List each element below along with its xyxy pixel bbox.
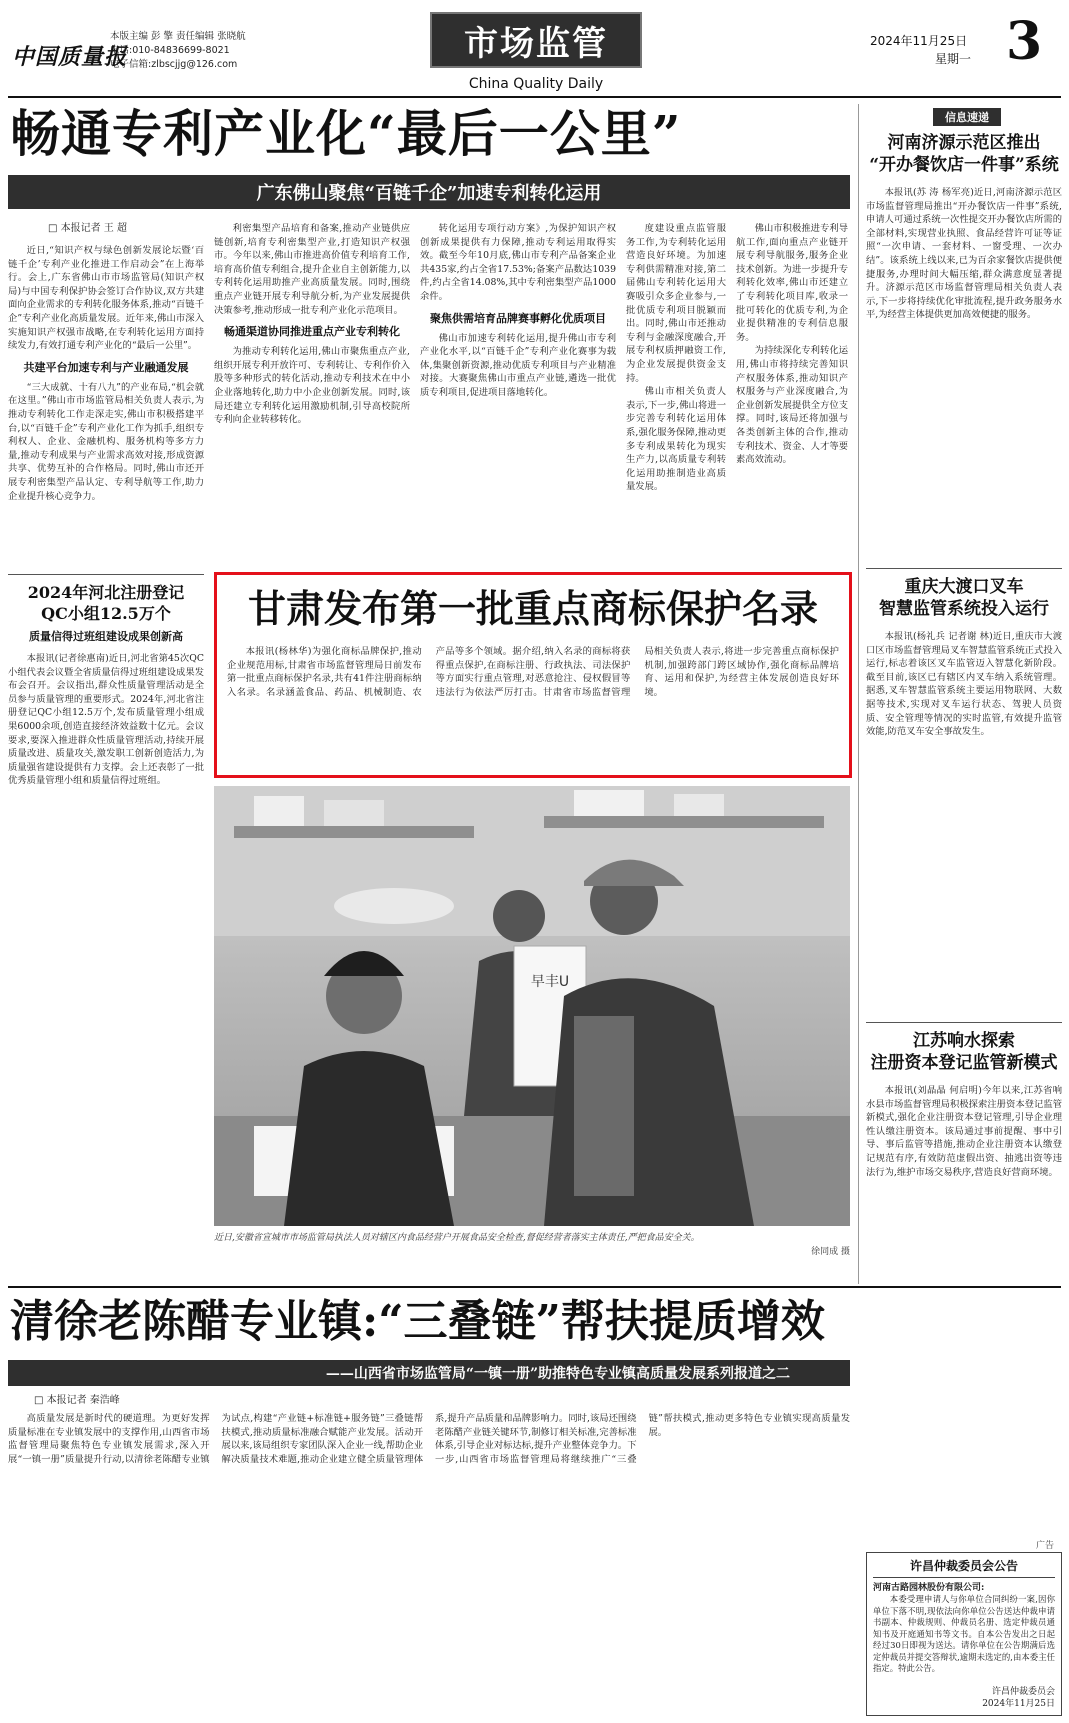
brief-header: 信息速递	[933, 108, 1001, 126]
lead-col-3	[420, 222, 616, 567]
staff-info	[110, 30, 246, 72]
photo-caption-text: 近日,安徽省宣城市市场监管局执法人员对辖区内食品经营户开展食品安全检查,督促经营者落实主体责任,严把食品安全关。	[214, 1233, 700, 1243]
lead-col-4b-text: 佛山市相关负责人表示,下一步,佛山将进一步完善专利转化运用体系,强化服务保障,推动更多专利成果转化为现实生产力,以高质量专利转化运用助推制造业高质量发展。	[626, 386, 726, 493]
lead-col-3-text: 转化运用专项行动方案》,为保护知识产权创新成果提供有力保障,推动专利运用取得实效。截至今年10月底,佛山市专利产品备案企业共435家,约占全省17.53%;备案产品数达1039件,约占全省14.08%,其中专利密集型产品1000余件。	[420, 223, 616, 302]
paper-logo: 中国质量报	[12, 44, 128, 70]
notice-recipient: 河南古路园林股份有限公司:	[873, 1583, 985, 1593]
brief-divider	[866, 568, 1062, 569]
notice-title: 许昌仲裁委员会公告	[873, 1557, 1055, 1578]
bottom-story-text: 高质量发展是新时代的硬道理。为更好发挥质量标准在专业镇发展中的支撑作用,山西省市场监督管理局聚焦特色专业镇发展需求,深入开展“一镇一册”质量提升行动,以清徐老陈醋专业镇为试点,构建“产业链+标准链+服务链”三叠链帮扶模式,推动质量标准融合赋能产业发展。活动开展以来,该局组织专家团队深入企业一线,帮助企业解决质量技术难题,推动企业建立健全质量管理体系,提升产品质量和品牌影响力。同时,该局还围绕老陈醋产业链关键环节,制修订相关标准,完善标准体系,引导企业对标达标,提升产业整体竞争力。下一步,山西省市场监督管理局将继续推广“三叠链”帮扶模式,推动更多特色专业镇实现高质量发展。	[8, 1413, 850, 1465]
section-title: 市场监管	[430, 12, 642, 68]
package-label: 早丰U	[530, 974, 570, 990]
lead-col-5-text: 佛山市积极推进专利导航工作,面向重点产业链开展专利导航服务,服务企业技术创新。为进一步提升专利转化效率,佛山市还建立了专利转化项目库,收录一批可转化的优质专利,为企业提供精准的专利信息服务。	[736, 223, 848, 343]
notice-signature: 许昌仲裁委员会	[991, 1687, 1055, 1697]
brief-3	[866, 1030, 1062, 1489]
lead-headline: 畅通专利产业化“最后一公里”	[10, 104, 682, 163]
brief-1-headline: 河南济源示范区推出 “开办餐饮店一件事”系统	[869, 133, 1059, 175]
lead-col-1-subhead: 共建平台加速专利与产业融通发展	[23, 360, 189, 374]
lead-byline: □ 本报记者 王 超	[48, 223, 127, 234]
featured-text: 本报讯(杨林华)为强化商标品牌保护,推动企业规范用标,甘肃省市场监督管理局日前发布第一批重点商标保护名录,共有41件注册商标纳入名录。名录涵盖食品、药品、机械制造、农产品等多个领域。据介绍,纳入名录的商标将获得重点保护,在商标注册、行政执法、司法保护等方面实行重点管理,对恶意抢注、侵权假冒等违法行为依法严厉打击。甘肃省市场监督管理局相关负责人表示,将进一步完善重点商标保护机制,加强跨部门跨区域协作,强化商标品牌培育、运用和保护,为经营主体发展创造良好环境。	[227, 646, 839, 698]
masthead-rule	[8, 96, 1061, 98]
bottom-byline: □ 本报记者 秦浩峰	[34, 1395, 120, 1406]
left-story-rule	[8, 574, 204, 575]
lead-subheadline-band	[8, 175, 850, 209]
left-story-text: 本报讯(记者徐惠南)近日,河北省第45次QC小组代表会议暨全省质量信得过班组建设成果发布会召开。会议指出,群众性质量管理活动是全员参与质量管理的重要形式。2024年,河北省注册登记QC小组12.5万个,发布质量管理小组成果6000余项,创造直接经济效益数十亿元。会议要求,要深入推进群众性质量管理活动,持续开展质量改进、质量攻关,激发职工创新创造活力,为质量强省建设提供有力支撑。会上还表彰了一批优秀质量管理小组和质量信得过班组。	[8, 653, 204, 787]
lead-col-3b-text: 佛山市加速专利转化运用,提升佛山市专利产业化水平,以“百链千企”专利产业化赛事为载体,集聚创新资源,推动优质专利项目与产业精准对接。大赛聚焦佛山市重点产业链,遴选一批优质专利项目,促进项目落地转化。	[420, 332, 616, 398]
featured-story-box	[214, 572, 852, 778]
brief-2	[866, 576, 1062, 1026]
lead-subheadline: 广东佛山聚焦“百链千企”加速专利转化运用	[256, 183, 602, 204]
brief-1	[866, 132, 1062, 571]
lead-col-5b-text: 为持续深化专利转化运用,佛山市将持续完善知识产权服务体系,推动知识产权服务与产业深度融合,为企业创新发展提供全方位支撑。同时,该局还将加强与各类创新主体的合作,推动专利技术、资金、人才等要素高效流动。	[736, 345, 848, 466]
left-story-subheadline: 质量信得过班组建设成果创新高	[29, 630, 183, 643]
brief-2-text: 本报讯(杨礼兵 记者谢 林)近日,重庆市大渡口区市场监督管理局叉车智慧监管系统正式投入运行,标志着该区叉车监管迈入智慧化新阶段。截至目前,该区已有辖区内叉车纳入系统管理。据悉,叉车智慧监管系统主要运用物联网、大数据等技术,实现对叉车运行状态、驾驶人员资质、安全管理等情况的实时监管,有效提升监管效能,防范叉车安全事故发生。	[866, 631, 1062, 738]
lead-col-2-subhead: 畅通渠道协同推进重点产业专利转化	[224, 325, 400, 339]
masthead	[0, 0, 1069, 100]
notice-date: 2024年11月25日	[982, 1699, 1055, 1709]
page-number: 3	[1006, 11, 1043, 72]
issue-weekday: 星期一	[935, 52, 972, 66]
lead-col-4	[626, 222, 726, 567]
left-story	[8, 582, 204, 1237]
lead-col-3-subhead: 聚焦供需培育品牌赛事孵化优质项目	[430, 311, 606, 325]
issue-date: 2024年11月25日	[870, 34, 968, 48]
brief-3-headline: 江苏响水探索 注册资本登记监管新模式	[870, 1031, 1058, 1073]
featured-headline: 甘肃发布第一批重点商标保护名录	[247, 586, 818, 631]
news-photo	[214, 786, 850, 1226]
lead-col-5	[736, 222, 848, 567]
lead-col-1b-text: “三大成就、十有八九”的产业布局,“机会就在这里。”佛山市市场监管局相关负责人表示,为推动专利转化工作走深走实,佛山市积极搭建平台,以“百链千企”专利产业化工作为抓手,组织专利权人、企业、金融机构、服务机构等多方力量,推动专利成果与产业需求高效对接,形成资源共享、优势互补的合作格局。同时,佛山市还开展专利密集型产品认定、专利导航等工作,助力企业提升核心竞争力。	[8, 381, 204, 502]
bottom-subheadline-band	[8, 1360, 850, 1386]
brief-1-text: 本报讯(苏 涛 杨军亮)近日,河南济源示范区市场监督管理局推出“开办餐饮店一件事”系统,申请人可通过系统一次性提交开办餐饮店所需的全部材料,实现营业执照、食品经营许可证等证照“一次申请、一套材料、一窗受理、一次办结”。该系统上线以来,已为百余家餐饮店提供便捷服务,办理时间大幅压缩,群众满意度显著提升。济源示范区市场监督管理局相关负责人表示,下一步将持续优化审批流程,提升政务服务水平,为经营主体提供更加高效便捷的服务。	[866, 187, 1062, 321]
column-rule	[858, 104, 859, 1284]
notice-text: 本委受理申请人与你单位合同纠纷一案,因你单位下落不明,现依法向你单位公告送达仲裁申请书副本、仲裁规则、仲裁员名册、选定仲裁员通知书及开庭通知书等文书。自本公告发出之日起经过30日即视为送达。请你单位在公告期满后选定仲裁员并提交答辩状,逾期未选定的,由本委主任指定。特此公告。	[873, 1594, 1055, 1673]
staff-line-editor: 本版主编 彭 擎 责任编辑 张晓航	[110, 31, 246, 42]
notice-box	[866, 1552, 1062, 1716]
staff-line-email: 电子信箱:zlbscjjg@126.com	[110, 59, 238, 70]
left-story-headline: 2024年河北注册登记 QC小组12.5万个	[27, 583, 185, 623]
brief-divider	[866, 1022, 1062, 1023]
news-photo-illustration	[214, 786, 850, 1226]
lead-col-2-text: 利密集型产品培育和备案,推动产业链供应链创新,培育专利密集型产业,打造知识产权强市。今年以来,佛山市推进高价值专利培育工作,培育高价值专利组合,提升企业自主创新能力,以专利转化运用助推产业高质量发展。同时,围绕重点产业链开展专利导航分析,为产业发展提供决策参考,推动形成一批专利产业化示范项目。	[214, 223, 410, 316]
lead-col-2b-text: 为推动专利转化运用,佛山市聚焦重点产业,组织开展专利开放许可、专利转让、专利作价入股等多种形式的转化活动,推动专利技术在中小企业落地转化,助力中小企业创新发展。同时,该局还建立专利转化运用激励机制,引导高校院所专利向企业转移转化。	[214, 346, 410, 426]
section-subtitle: China Quality Daily	[468, 76, 604, 92]
bottom-subheadline: ——山西省市场监管局“一镇一册”助推特色专业镇高质量发展系列报道之二	[325, 1366, 790, 1382]
staff-line-phone: 电话:010-84836699-8021	[110, 45, 230, 56]
lead-col-1-text: 近日,“知识产权与绿色创新发展论坛暨‘百链千企’专利产业化推进工作启动会”在上海举行。会上,广东省佛山市市场监管局(知识产权局)与中国专利保护协会签订合作协议,双方共建面向企业需求的专利转化服务体系,推动“百链千企”专利产业化高质量发展。近年来,佛山市深入实施知识产权强市战略,在专利转化运用方面持续发力,有效打通专利产业化的“最后一公里”。	[8, 245, 204, 352]
bottom-headline: 清徐老陈醋专业镇:“三叠链”帮扶提质增效	[10, 1296, 825, 1347]
ad-label: 广告	[1036, 1541, 1055, 1551]
lead-col-4-text: 度建设重点监管服务工作,为专利转化运用营造良好环境。为加速专利供需精准对接,第二届佛山专利转化运用大赛吸引众多企业参与,一批优质专利项目脱颖而出。同时,佛山市还推动专利与金融深度融合,开展专利权质押融资工作,为企业发展提供资金支持。	[626, 223, 726, 384]
photo-caption	[214, 1232, 850, 1259]
brief-3-text: 本报讯(刘晶晶 何启明)今年以来,江苏省响水县市场监督管理局积极探索注册资本登记监管新模式,强化企业注册资本登记管理,引导企业理性认缴注册资本。该局通过事前提醒、事中引导、事后监管等措施,推动企业注册资本认缴登记规范有序,有效防范虚假出资、抽逃出资等违法行为,维护市场交易秩序,营造良好营商环境。	[866, 1085, 1062, 1178]
lead-col-2	[214, 222, 410, 567]
photo-credit: 徐同成 摄	[811, 1247, 850, 1257]
bottom-section-rule	[8, 1286, 1061, 1288]
lead-col-1	[8, 244, 204, 569]
brief-2-headline: 重庆大渡口叉车 智慧监管系统投入运行	[879, 577, 1049, 619]
